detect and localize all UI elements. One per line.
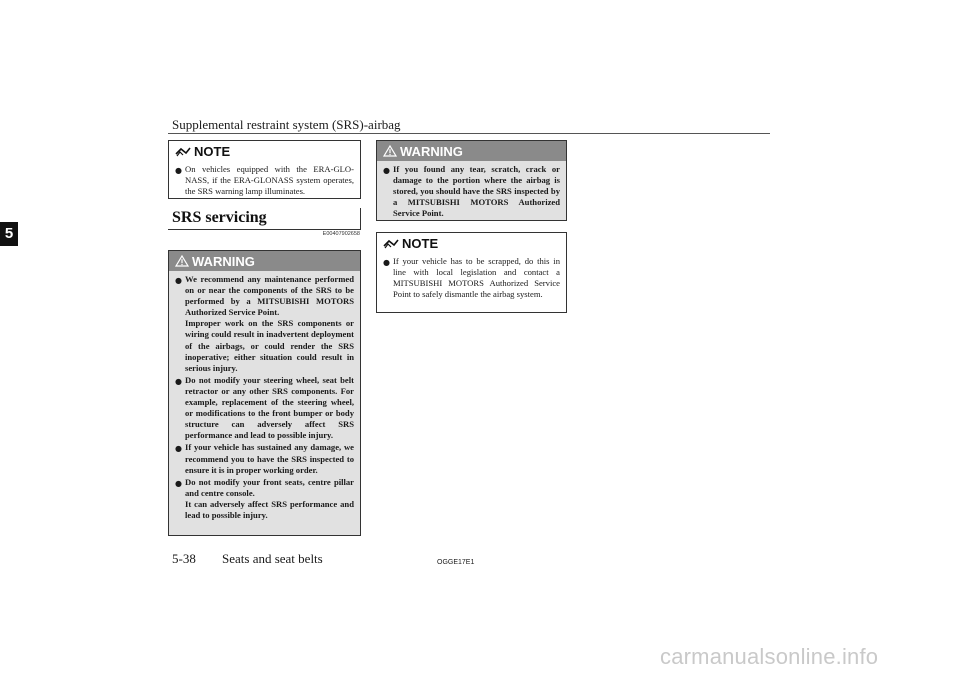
item-text: Do not modify your steering wheel, seat belt retractor or any other SRS components. For example, replacement of the steering wheel, or modifications to the front bumper or body structure can adversely affect SRS performance and lead to possible injury. <box>185 374 354 441</box>
list-item <box>175 164 354 197</box>
list-item <box>383 256 560 300</box>
note-icon <box>383 237 399 249</box>
note-header <box>169 141 360 161</box>
bullet-icon: ● <box>175 276 182 285</box>
footer-code: OGGE17E1 <box>437 559 475 566</box>
bullet-icon: ● <box>175 444 182 454</box>
list-item <box>383 164 560 219</box>
warning-header <box>377 141 566 161</box>
warning-triangle-icon <box>383 145 397 157</box>
warning-triangle-icon <box>175 255 189 267</box>
note-box-era-glonass <box>168 140 361 199</box>
note-label: NOTE <box>402 235 439 251</box>
bullet-icon: ● <box>175 376 182 386</box>
bullet-icon: ● <box>383 166 390 175</box>
list-item <box>175 375 354 442</box>
warning-body <box>169 271 360 526</box>
warning-box-airbag-damage <box>376 140 567 221</box>
warning-box-srs-servicing <box>168 250 361 536</box>
warning-header <box>169 251 360 271</box>
note-label: NOTE <box>194 143 231 159</box>
footer-section: Seats and seat belts <box>222 551 323 566</box>
note-body <box>377 253 566 305</box>
item-text: We recommend any maintenance performed on or near the components of the SRS to be performed by a MITSUBISHI MOTORS Authorized Service Point. <box>185 274 354 318</box>
note-header <box>377 233 566 253</box>
section-rule <box>168 229 361 230</box>
header-rule <box>168 133 770 134</box>
item-text: If your vehicle has to be scrapped, do this in line with local legislation and contact a MITSUBISHI MOTORS Authorized Service Point to safely dismantle the airbag system. <box>393 256 560 300</box>
running-header: Supplemental restraint system (SRS)-airbag <box>172 117 401 132</box>
item-text: It can adversely affect SRS performance and lead to possible injury. <box>185 498 354 520</box>
note-icon <box>175 145 191 157</box>
section-code: E00407902658 <box>322 231 360 237</box>
item-text: On vehicles equipped with the ERA-GLO-NASS, if the ERA-GLONASS system operates, the SRS warning lamp illuminates. <box>185 164 354 197</box>
note-body <box>169 161 360 202</box>
list-item <box>175 477 354 521</box>
watermark: carmanualsonline.info <box>660 644 879 669</box>
item-text: Do not modify your front seats, centre pillar and centre console. <box>185 476 354 498</box>
warning-label: WARNING <box>400 143 463 159</box>
item-text: If you found any tear, scratch, crack or damage to the portion where the airbag is stored, you should have the SRS inspected by a MITSUBISHI MOTORS Authorized Service Point. <box>393 164 560 219</box>
chapter-tab: 5 <box>0 222 18 246</box>
item-text: If your vehicle has sustained any damage, we recommend you to have the SRS inspected to ensure it is in proper working order. <box>185 442 354 475</box>
warning-label: WARNING <box>192 253 255 269</box>
note-box-scrapping <box>376 232 567 313</box>
item-text: Improper work on the SRS components or wiring could result in inadvertent deployment of the airbags, or could render the SRS inoperative; either situation could result in serious injury. <box>185 318 354 373</box>
list-item <box>175 274 354 374</box>
bullet-icon: ● <box>175 478 182 488</box>
bullet-icon: ● <box>175 166 182 175</box>
section-title: SRS servicing <box>172 209 267 226</box>
warning-body <box>377 161 566 224</box>
bullet-icon: ● <box>383 258 390 267</box>
section-rule <box>360 208 361 230</box>
page-number: 5-38 <box>172 551 196 566</box>
list-item <box>175 442 354 475</box>
